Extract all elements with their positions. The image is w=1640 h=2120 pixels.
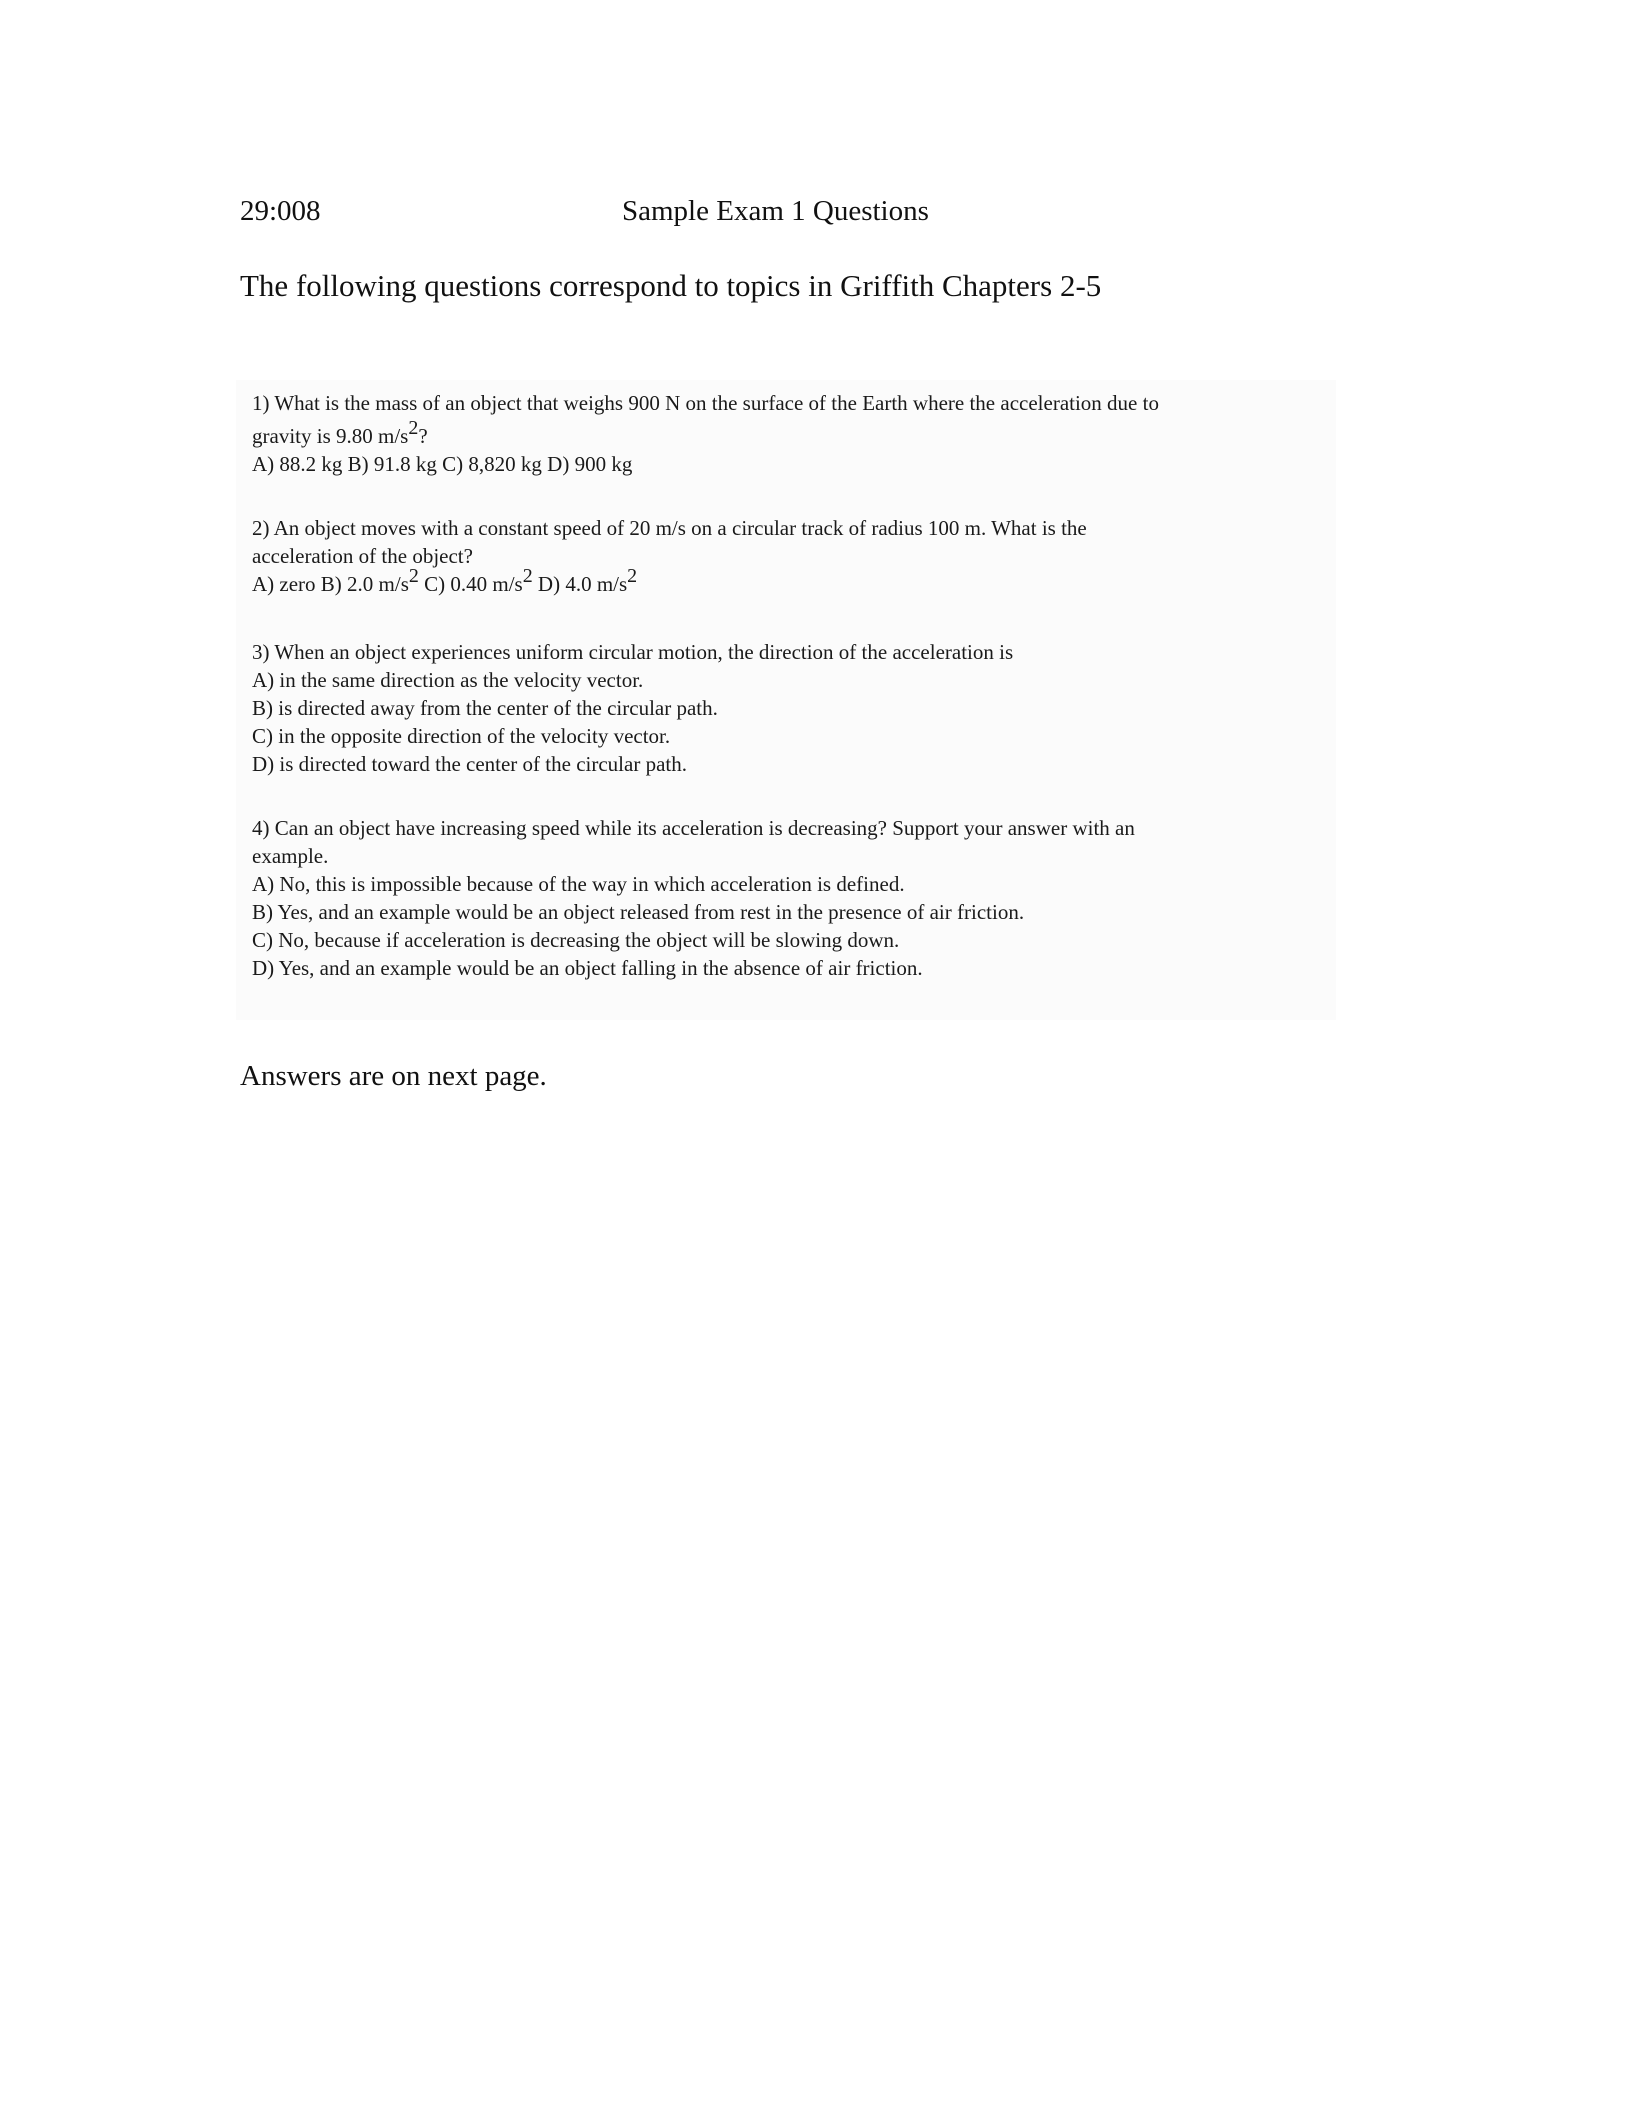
question-1-choices: A) 88.2 kg B) 91.8 kg C) 8,820 kg D) 900 kg [252, 452, 633, 476]
question-1-stem-text: gravity is 9.80 m/s [252, 424, 409, 448]
question-2-stem-line-1: 2) An object moves with a constant speed of 20 m/s on a circular track of radius 100 m. What is the [252, 516, 1087, 540]
page-title: Sample Exam 1 Questions [622, 195, 929, 227]
question-3-choice-a: A) in the same direction as the velocity vector. [252, 668, 644, 692]
answers-note: Answers are on next page. [240, 1060, 547, 1092]
question-3-stem: 3) When an object experiences uniform circular motion, the direction of the acceleration is [252, 640, 1014, 664]
question-4-choice-a: A) No, this is impossible because of the way in which acceleration is defined. [252, 872, 905, 896]
question-2-choice-d: D) 4.0 m/s [532, 572, 628, 596]
question-1-stem-line-1: 1) What is the mass of an object that weighs 900 N on the surface of the Earth where the acceleration due to [252, 391, 1159, 415]
question-4-stem-line-1: 4) Can an object have increasing speed while its acceleration is decreasing? Support your answer with an [252, 816, 1135, 840]
question-1-stem-line-2 [252, 417, 1332, 450]
question-2-exponent-c: 2 [522, 565, 533, 588]
intro-text: The following questions correspond to topics in Griffith Chapters 2-5 [240, 268, 1102, 303]
question-2-choice-a-b: A) zero B) 2.0 m/s [252, 572, 409, 596]
question-4-stem-line-2: example. [252, 844, 329, 868]
question-4-choice-d: D) Yes, and an example would be an object falling in the absence of air friction. [252, 956, 923, 980]
question-3-choice-d: D) is directed toward the center of the circular path. [252, 752, 687, 776]
question-2-choice-c: C) 0.40 m/s [418, 572, 523, 596]
question-2 [252, 514, 1332, 598]
question-3 [252, 638, 1332, 778]
question-3-choice-b: B) is directed away from the center of the circular path. [252, 696, 718, 720]
question-4-choice-b: B) Yes, and an example would be an object released from rest in the presence of air friction. [252, 900, 1025, 924]
question-2-choices [252, 565, 1332, 598]
question-4-choice-c: C) No, because if acceleration is decreasing the object will be slowing down. [252, 928, 900, 952]
question-2-stem-line-2: acceleration of the object? [252, 544, 473, 568]
question-2-exponent-d: 2 [627, 565, 638, 588]
question-4 [252, 814, 1332, 982]
question-3-choice-c: C) in the opposite direction of the velocity vector. [252, 724, 671, 748]
question-1-stem-end: ? [418, 424, 428, 448]
course-number: 29:008 [240, 195, 321, 227]
question-1 [252, 389, 1332, 478]
question-2-exponent-b: 2 [408, 565, 419, 588]
question-1-exponent: 2 [408, 417, 419, 440]
